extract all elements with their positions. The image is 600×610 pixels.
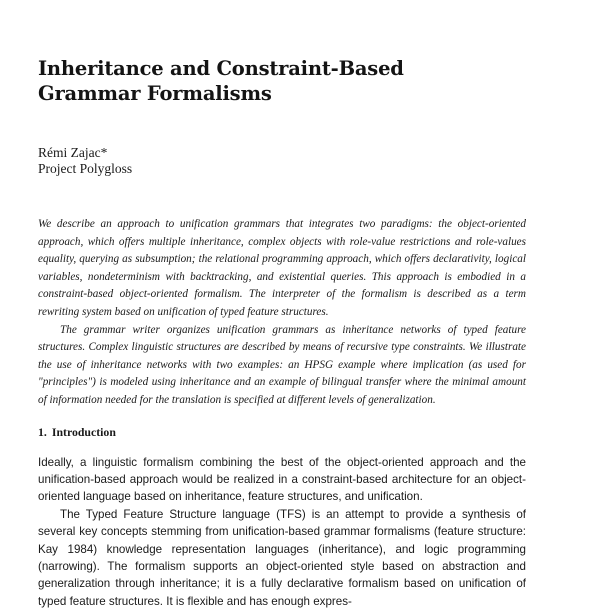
author-name: Rémi Zajac* (38, 145, 108, 160)
section-number: 1. (38, 424, 47, 439)
section-title: Introduction (51, 424, 116, 439)
body-paragraph-1: Ideally, a linguistic formalism combining the best of the object-oriented approach and the unification-based approach would be realized in a constraint-based architecture for an object-oriented language based on inheritance, feature structures, and unification. (38, 455, 526, 504)
title-line-2: Grammar Formalisms (38, 82, 272, 105)
abstract-paragraph-2: The grammar writer organizes unification grammars as inheritance networks of typed feature structures. Complex linguistic structures are described by means of recursive type constraints. We illustrate the use of inheritance networks with two examples: an HPSG example where implication (as used for "principles") is modeled using inheritance and an example of bilingual transfer where the minimal amount of information needed for the translation is specified at different levels of generalization. (38, 323, 526, 406)
abstract (38, 216, 526, 410)
title-line-1: Inheritance and Constraint-Based (38, 57, 404, 80)
body-paragraph-2: The Typed Feature Structure language (TFS) is an attempt to provide a synthesis of several key concepts stemming from unification-based grammar formalisms (feature structure: Kay 1984) knowledge representation languages (inheritance), and logic programming (narrowing). The formalism supports an object-oriented style based on abstraction and generalization through inheritance; it is a fully declarative formalism based on unification of typed feature structures. It is flexible and has enough expres- (38, 507, 526, 608)
author-affiliation: Project Polygloss (38, 161, 133, 176)
author-block (38, 145, 526, 177)
section-heading (38, 424, 526, 440)
paper-page (38, 56, 526, 610)
body-text (38, 454, 526, 610)
paper-title (38, 56, 526, 106)
abstract-paragraph-1: We describe an approach to unification grammars that integrates two paradigms: the object-oriented approach, which offers multiple inheritance, complex objects with role-value restrictions and role-values equality, querying as subsumption; the relational programming approach, which offers declarativity, logical variables, nondeterminism with backtracking, and existential queries. This approach is embodied in a constraint-based object-oriented formalism. The interpreter of the formalism is described as a term rewriting system based on unification of typed feature structures. (38, 218, 526, 318)
